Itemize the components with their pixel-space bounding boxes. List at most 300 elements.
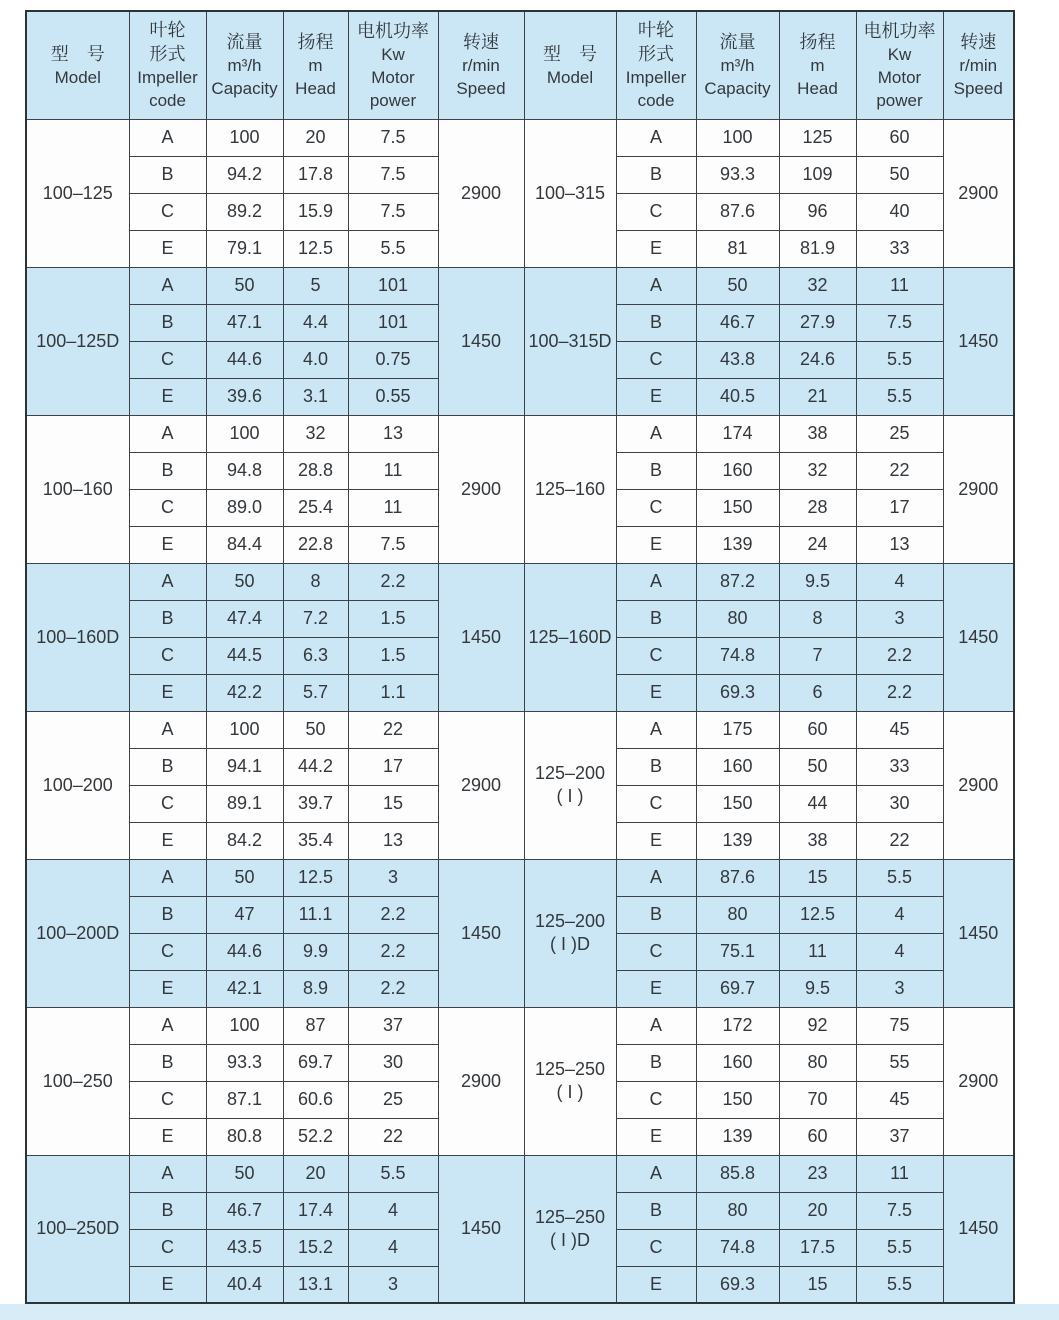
model-line: 100–315 [534,182,606,203]
capacity-cell: 42.2 [206,674,283,711]
impeller-code-cell: A [616,267,696,304]
power-cell: 33 [856,748,943,785]
capacity-cell: 80 [696,600,779,637]
impeller-code-cell: A [616,1007,696,1044]
table-row [26,711,1014,748]
capacity-cell: 139 [696,526,779,563]
impeller-code-cell: A [616,563,696,600]
header-capacity-en: Capacity [704,79,771,99]
impeller-code-cell: C [616,1229,696,1266]
capacity-cell: 50 [206,563,283,600]
model-cell [524,563,616,711]
impeller-code-cell: C [129,1229,206,1266]
power-cell: 1.5 [348,600,438,637]
header-speed-zh: 转速 [960,32,997,53]
capacity-cell: 80 [696,1192,779,1229]
header-impeller-zh2: 形式 [149,44,186,65]
header-power-left [348,11,438,119]
power-cell: 4 [856,563,943,600]
power-cell: 101 [348,267,438,304]
header-power-en1: Motor [877,67,922,87]
head-cell: 60.6 [283,1081,348,1118]
speed-cell: 1450 [943,1155,1014,1303]
power-cell: 7.5 [856,1192,943,1229]
capacity-cell: 93.3 [696,156,779,193]
impeller-code-cell: C [616,341,696,378]
impeller-code-cell: E [616,674,696,711]
header-capacity-left [206,11,283,119]
capacity-cell: 74.8 [696,1229,779,1266]
impeller-code-cell: C [129,1081,206,1118]
impeller-code-cell: C [129,785,206,822]
model-line: 100–160 [42,478,113,499]
power-cell: 11 [856,267,943,304]
power-cell: 1.5 [348,637,438,674]
head-cell: 52.2 [283,1118,348,1155]
speed-cell: 1450 [438,1155,524,1303]
power-cell: 25 [348,1081,438,1118]
model-cell [524,859,616,1007]
head-cell: 44 [779,785,856,822]
head-cell: 69.7 [283,1044,348,1081]
power-cell: 2.2 [348,970,438,1007]
model-line: 100–200 [42,774,113,795]
head-cell: 17.4 [283,1192,348,1229]
head-cell: 11 [779,933,856,970]
head-cell: 32 [779,267,856,304]
header-impeller-right [616,11,696,119]
power-cell: 7.5 [856,304,943,341]
power-cell: 3 [856,600,943,637]
capacity-cell: 50 [206,267,283,304]
head-cell: 7 [779,637,856,674]
speed-cell: 2900 [943,415,1014,563]
impeller-code-cell: A [616,1155,696,1192]
impeller-code-cell: A [616,859,696,896]
capacity-cell: 44.5 [206,637,283,674]
impeller-code-cell: A [616,119,696,156]
model-line: 125–200 [534,911,606,931]
impeller-code-cell: C [616,785,696,822]
capacity-cell: 47.1 [206,304,283,341]
speed-cell: 1450 [438,267,524,415]
model-cell [26,711,129,859]
head-cell: 6.3 [283,637,348,674]
pump-spec-table-wrap [25,10,1015,1304]
header-head-right [779,11,856,119]
speed-cell: 1450 [438,859,524,1007]
power-cell: 3 [348,859,438,896]
head-cell: 17.5 [779,1229,856,1266]
header-head-zh: 扬程 [799,32,836,53]
capacity-cell: 150 [696,489,779,526]
capacity-cell: 100 [206,711,283,748]
model-line: 100–250 [42,1070,113,1091]
impeller-code-cell: E [616,1266,696,1303]
table-row [26,563,1014,600]
header-speed-unit: r/min [959,56,998,76]
head-cell: 87 [283,1007,348,1044]
head-cell: 24.6 [779,341,856,378]
power-cell: 33 [856,230,943,267]
capacity-cell: 80.8 [206,1118,283,1155]
header-head-zh: 扬程 [297,32,334,53]
capacity-cell: 87.1 [206,1081,283,1118]
header-impeller-zh1: 叶轮 [638,20,674,41]
model-cell [26,415,129,563]
power-cell: 40 [856,193,943,230]
impeller-code-cell: A [129,119,206,156]
power-cell: 1.1 [348,674,438,711]
power-cell: 5.5 [856,341,943,378]
header-model-zh: 型 号 [50,43,105,64]
model-line: ( I )D [550,934,590,954]
header-power-en2: power [369,90,417,110]
impeller-code-cell: C [616,933,696,970]
capacity-cell: 87.6 [696,859,779,896]
model-line: 100–125 [42,182,113,203]
impeller-code-cell: E [616,970,696,1007]
capacity-cell: 160 [696,452,779,489]
model-cell [524,711,616,859]
header-power-en1: Motor [371,67,415,87]
capacity-cell: 94.8 [206,452,283,489]
head-cell: 125 [779,119,856,156]
impeller-code-cell: B [616,1192,696,1229]
power-cell: 3 [348,1266,438,1303]
header-head-en: Head [295,79,336,99]
head-cell: 60 [779,1118,856,1155]
capacity-cell: 100 [206,119,283,156]
power-cell: 13 [348,415,438,452]
impeller-code-cell: B [129,1192,206,1229]
impeller-code-cell: B [616,156,696,193]
head-cell: 4.4 [283,304,348,341]
head-cell: 8 [283,563,348,600]
head-cell: 8.9 [283,970,348,1007]
impeller-code-cell: E [616,526,696,563]
speed-cell: 2900 [438,415,524,563]
head-cell: 15.2 [283,1229,348,1266]
table-row [26,267,1014,304]
impeller-code-cell: E [129,1118,206,1155]
power-cell: 5.5 [856,1266,943,1303]
capacity-cell: 172 [696,1007,779,1044]
impeller-code-cell: C [616,1081,696,1118]
power-cell: 55 [856,1044,943,1081]
head-cell: 4.0 [283,341,348,378]
power-cell: 2.2 [856,674,943,711]
capacity-cell: 46.7 [206,1192,283,1229]
header-capacity-unit: m³/h [720,56,755,76]
head-cell: 12.5 [283,230,348,267]
capacity-cell: 89.1 [206,785,283,822]
power-cell: 75 [856,1007,943,1044]
capacity-cell: 74.8 [696,637,779,674]
head-cell: 109 [779,156,856,193]
power-cell: 4 [856,896,943,933]
impeller-code-cell: B [129,896,206,933]
impeller-code-cell: A [129,859,206,896]
impeller-code-cell: B [129,1044,206,1081]
header-head-unit: m [308,56,323,76]
head-cell: 15.9 [283,193,348,230]
impeller-code-cell: B [129,304,206,341]
table-row [26,1155,1014,1192]
impeller-code-cell: E [129,378,206,415]
impeller-code-cell: E [129,970,206,1007]
model-line: 125–200 [534,763,606,783]
power-cell: 2.2 [348,933,438,970]
power-cell: 11 [348,489,438,526]
capacity-cell: 139 [696,822,779,859]
power-cell: 4 [348,1192,438,1229]
impeller-code-cell: E [129,230,206,267]
header-head-unit: m [810,56,825,76]
header-capacity-zh: 流量 [226,32,263,53]
impeller-code-cell: C [616,637,696,674]
capacity-cell: 174 [696,415,779,452]
model-cell [26,563,129,711]
power-cell: 5.5 [856,378,943,415]
header-capacity-en: Capacity [211,79,278,99]
header-model-en: Model [54,67,101,87]
model-cell [524,415,616,563]
capacity-cell: 46.7 [696,304,779,341]
model-cell [26,119,129,267]
header-capacity-right [696,11,779,119]
table-row [26,119,1014,156]
power-cell: 7.5 [348,526,438,563]
capacity-cell: 44.6 [206,341,283,378]
head-cell: 28.8 [283,452,348,489]
capacity-cell: 87.6 [696,193,779,230]
capacity-cell: 81 [696,230,779,267]
head-cell: 6 [779,674,856,711]
impeller-code-cell: B [129,600,206,637]
head-cell: 25.4 [283,489,348,526]
table-row [26,1007,1014,1044]
impeller-code-cell: C [616,489,696,526]
power-cell: 25 [856,415,943,452]
capacity-cell: 100 [206,1007,283,1044]
model-line: 100–125D [36,330,120,351]
head-cell: 96 [779,193,856,230]
speed-cell: 2900 [438,1007,524,1155]
header-capacity-unit: m³/h [227,56,262,76]
power-cell: 45 [856,1081,943,1118]
capacity-cell: 42.1 [206,970,283,1007]
impeller-code-cell: C [129,933,206,970]
power-cell: 17 [856,489,943,526]
head-cell: 27.9 [779,304,856,341]
head-cell: 60 [779,711,856,748]
model-line: 125–160 [534,478,606,499]
impeller-code-cell: E [616,822,696,859]
head-cell: 38 [779,415,856,452]
model-line: 125–250 [534,1206,606,1227]
speed-cell: 1450 [943,563,1014,711]
header-power-en2: power [876,90,923,110]
capacity-cell: 79.1 [206,230,283,267]
header-power-zh: 电机功率 [357,20,429,41]
capacity-cell: 50 [696,267,779,304]
model-line: 100–200D [36,922,120,943]
head-cell: 50 [779,748,856,785]
header-speed-left [438,11,524,119]
model-cell [524,1007,616,1155]
model-cell [524,1155,616,1303]
header-row [26,11,1014,119]
table-header [26,11,1014,119]
capacity-cell: 89.0 [206,489,283,526]
impeller-code-cell: A [129,1007,206,1044]
capacity-cell: 50 [206,1155,283,1192]
impeller-code-cell: A [616,711,696,748]
impeller-code-cell: E [616,1118,696,1155]
model-line: ( I ) [556,786,584,806]
impeller-code-cell: C [129,489,206,526]
power-cell: 7.5 [348,193,438,230]
head-cell: 15 [779,859,856,896]
power-cell: 22 [348,1118,438,1155]
header-speed-right [943,11,1014,119]
speed-cell: 1450 [943,267,1014,415]
capacity-cell: 85.8 [696,1155,779,1192]
head-cell: 70 [779,1081,856,1118]
impeller-code-cell: B [616,1044,696,1081]
capacity-cell: 69.3 [696,1266,779,1303]
capacity-cell: 39.6 [206,378,283,415]
capacity-cell: 175 [696,711,779,748]
head-cell: 28 [779,489,856,526]
impeller-code-cell: E [616,230,696,267]
impeller-code-cell: B [616,304,696,341]
model-line: ( I )D [550,1229,590,1250]
power-cell: 22 [348,711,438,748]
header-speed-en: Speed [456,79,506,99]
head-cell: 20 [283,119,348,156]
impeller-code-cell: E [616,378,696,415]
power-cell: 45 [856,711,943,748]
impeller-code-cell: A [129,267,206,304]
power-cell: 13 [348,822,438,859]
header-capacity-zh: 流量 [719,32,756,53]
header-model-left [26,11,129,119]
impeller-code-cell: B [616,452,696,489]
pump-table-body [26,119,1014,1303]
impeller-code-cell: C [129,193,206,230]
header-speed-en: Speed [953,79,1003,99]
power-cell: 17 [348,748,438,785]
capacity-cell: 89.2 [206,193,283,230]
header-impeller-zh1: 叶轮 [149,20,186,41]
power-cell: 37 [856,1118,943,1155]
head-cell: 11.1 [283,896,348,933]
capacity-cell: 84.2 [206,822,283,859]
model-cell [524,267,616,415]
power-cell: 30 [856,785,943,822]
header-impeller-en2: code [149,91,186,111]
model-cell [26,1155,129,1303]
capacity-cell: 93.3 [206,1044,283,1081]
head-cell: 35.4 [283,822,348,859]
power-cell: 11 [348,452,438,489]
header-model-right [524,11,616,119]
impeller-code-cell: A [616,415,696,452]
head-cell: 5.7 [283,674,348,711]
header-head-left [283,11,348,119]
head-cell: 17.8 [283,156,348,193]
impeller-code-cell: E [129,822,206,859]
power-cell: 22 [856,452,943,489]
power-cell: 7.5 [348,119,438,156]
table-row [26,415,1014,452]
capacity-cell: 50 [206,859,283,896]
power-cell: 0.55 [348,378,438,415]
head-cell: 81.9 [779,230,856,267]
power-cell: 50 [856,156,943,193]
capacity-cell: 84.4 [206,526,283,563]
impeller-code-cell: A [129,1155,206,1192]
impeller-code-cell: A [129,563,206,600]
header-power-unit: Kw [381,44,405,64]
head-cell: 23 [779,1155,856,1192]
speed-cell: 1450 [943,859,1014,1007]
model-cell [26,859,129,1007]
head-cell: 80 [779,1044,856,1081]
capacity-cell: 139 [696,1118,779,1155]
power-cell: 2.2 [348,563,438,600]
capacity-cell: 100 [696,119,779,156]
speed-cell: 1450 [438,563,524,711]
head-cell: 92 [779,1007,856,1044]
head-cell: 32 [283,415,348,452]
header-impeller-en1: Impeller [137,68,198,88]
model-line: 125–250 [534,1059,606,1079]
power-cell: 7.5 [348,156,438,193]
capacity-cell: 100 [206,415,283,452]
capacity-cell: 94.1 [206,748,283,785]
head-cell: 12.5 [283,859,348,896]
head-cell: 21 [779,378,856,415]
impeller-code-cell: A [129,711,206,748]
power-cell: 4 [856,933,943,970]
head-cell: 44.2 [283,748,348,785]
power-cell: 5.5 [856,1229,943,1266]
head-cell: 32 [779,452,856,489]
head-cell: 9.9 [283,933,348,970]
speed-cell: 2900 [943,711,1014,859]
capacity-cell: 160 [696,1044,779,1081]
header-speed-zh: 转速 [463,32,499,53]
head-cell: 24 [779,526,856,563]
head-cell: 13.1 [283,1266,348,1303]
header-power-unit: Kw [887,44,912,64]
head-cell: 9.5 [779,970,856,1007]
capacity-cell: 44.6 [206,933,283,970]
capacity-cell: 75.1 [696,933,779,970]
model-cell [26,1007,129,1155]
head-cell: 7.2 [283,600,348,637]
power-cell: 5.5 [856,859,943,896]
model-line: 100–315D [528,330,612,351]
head-cell: 9.5 [779,563,856,600]
capacity-cell: 94.2 [206,156,283,193]
capacity-cell: 40.5 [696,378,779,415]
header-head-en: Head [797,79,838,99]
power-cell: 11 [856,1155,943,1192]
